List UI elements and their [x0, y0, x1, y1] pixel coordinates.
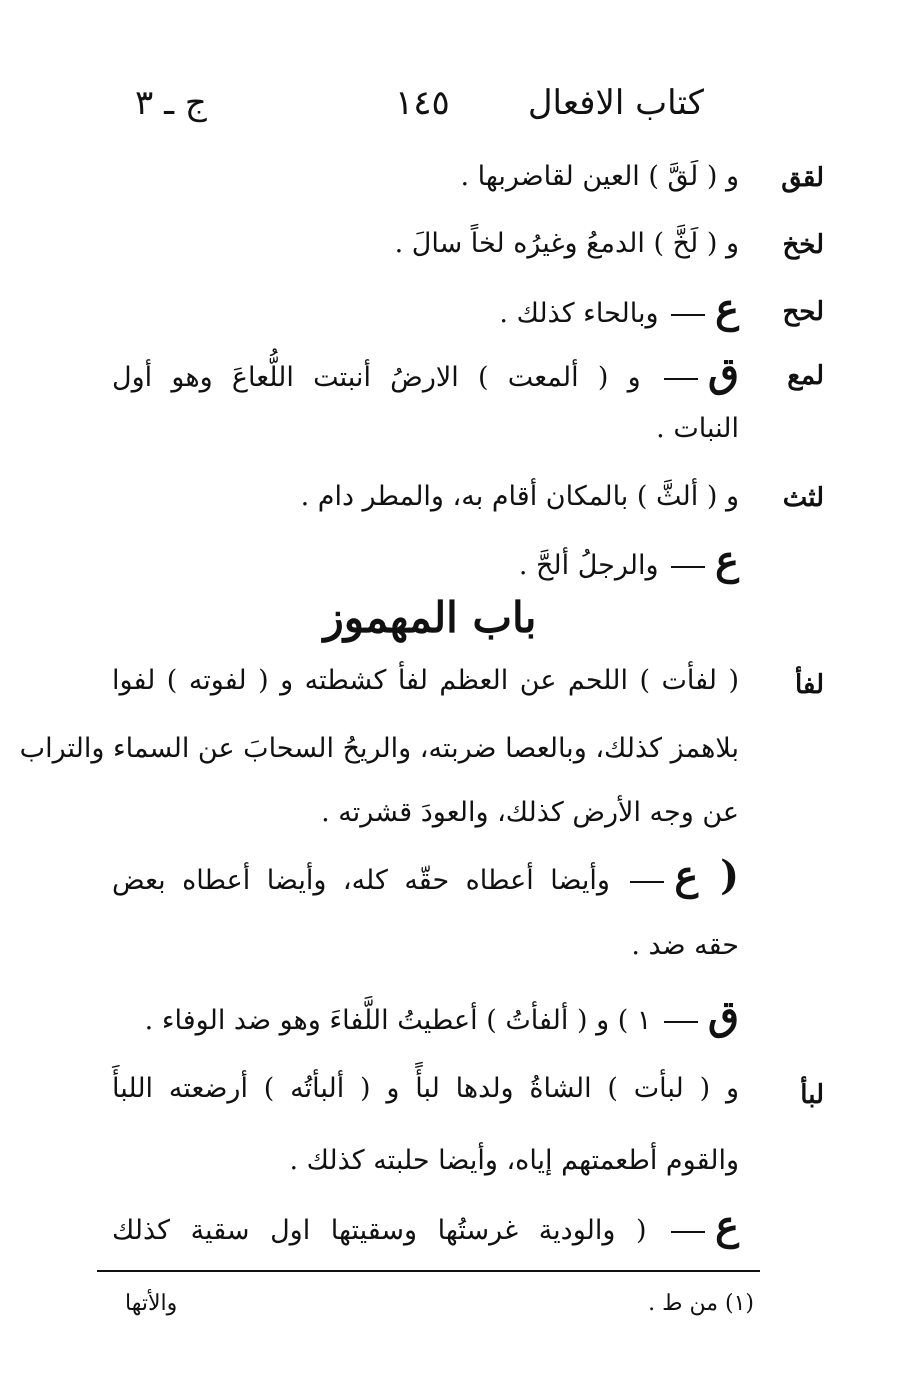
entry-line [518, 537, 739, 587]
source-mark: ق [707, 349, 739, 396]
root-word: لقق [781, 163, 824, 193]
entry-line: و ( لَقَّ ) العين لقاضربها . [460, 161, 739, 192]
dash-mark [664, 378, 698, 380]
entry-text: ( والودية غرستُها وسقيتها اول سقية كذلك [112, 1215, 647, 1246]
entry-line: عن وجه الأرض كذلك، والعودَ قشرته . [321, 797, 739, 828]
entry-text: ١ ) و ( ألفأتُ ) أعطيتُ اللَّفاءَ وهو ضد الوفاء . [144, 1005, 652, 1036]
source-mark: ع [715, 285, 739, 332]
dash-mark [671, 566, 705, 568]
entry-line [112, 852, 740, 902]
entry-line: و ( لَخَّ ) الدمعُ وغيرُه لخاً سالَ . [394, 228, 739, 259]
source-mark: ق [707, 992, 739, 1039]
root-word: لمع [787, 361, 824, 391]
dash-mark [630, 881, 664, 883]
root-word: لخخ [782, 230, 824, 260]
entry-line: حقه ضد . [631, 930, 739, 961]
entry-line: و ( ألثَّ ) بالمكان أقام به، والمطر دام . [300, 481, 739, 512]
entry-line: ( لفأت ) اللحم عن العظم لفأ كشطته و ( لفوته ) لفوا [112, 665, 739, 696]
footnote-text: (١) من ط . [648, 1291, 754, 1316]
entry-text: و ( ألمعت ) الارضُ أنبتت اللُّعاعَ وهو أول [112, 362, 641, 393]
running-title: كتاب الافعال [527, 83, 704, 123]
volume-label: ج ـ ٣ [135, 83, 207, 123]
entry-text: وأيضا أعطاه حقّه كله، وأيضا أعطاه بعض [112, 865, 610, 896]
page-number: ١٤٥ [395, 83, 450, 123]
entry-text: وبالحاء كذلك . [499, 298, 659, 329]
root-word: لثث [782, 483, 824, 513]
entry-line: و ( لبأت ) الشاةُ ولدها لبأً و ( ألبأتُه ) أرضعته اللبأَ [112, 1073, 739, 1104]
source-mark: ( ع [674, 852, 740, 899]
entry-line [144, 992, 739, 1042]
root-word: لحح [782, 297, 824, 327]
root-word: لفأ [795, 670, 824, 700]
entry-text: والرجلُ ألحَّ . [518, 550, 659, 581]
entry-line: بلاهمز كذلك، وبالعصا ضربته، والريحُ السحابَ عن السماء والتراب [19, 733, 739, 764]
entry-line: والقوم أطعمتهم إياه، وأيضا حلبته كذلك . [289, 1145, 739, 1176]
entry-line [499, 285, 739, 335]
entry-line [112, 349, 739, 399]
source-mark: ع [715, 1202, 739, 1249]
footnote-rule [97, 1270, 760, 1272]
entry-line [112, 1202, 739, 1252]
footnote-catchword: والأتها [125, 1291, 178, 1316]
entry-line: النبات . [656, 413, 739, 444]
source-mark: ع [715, 537, 739, 584]
root-word: لبأ [800, 1080, 824, 1110]
dash-mark [671, 1231, 705, 1233]
section-title: باب المهموز [323, 593, 537, 642]
dash-mark [664, 1021, 698, 1023]
dash-mark [671, 314, 705, 316]
